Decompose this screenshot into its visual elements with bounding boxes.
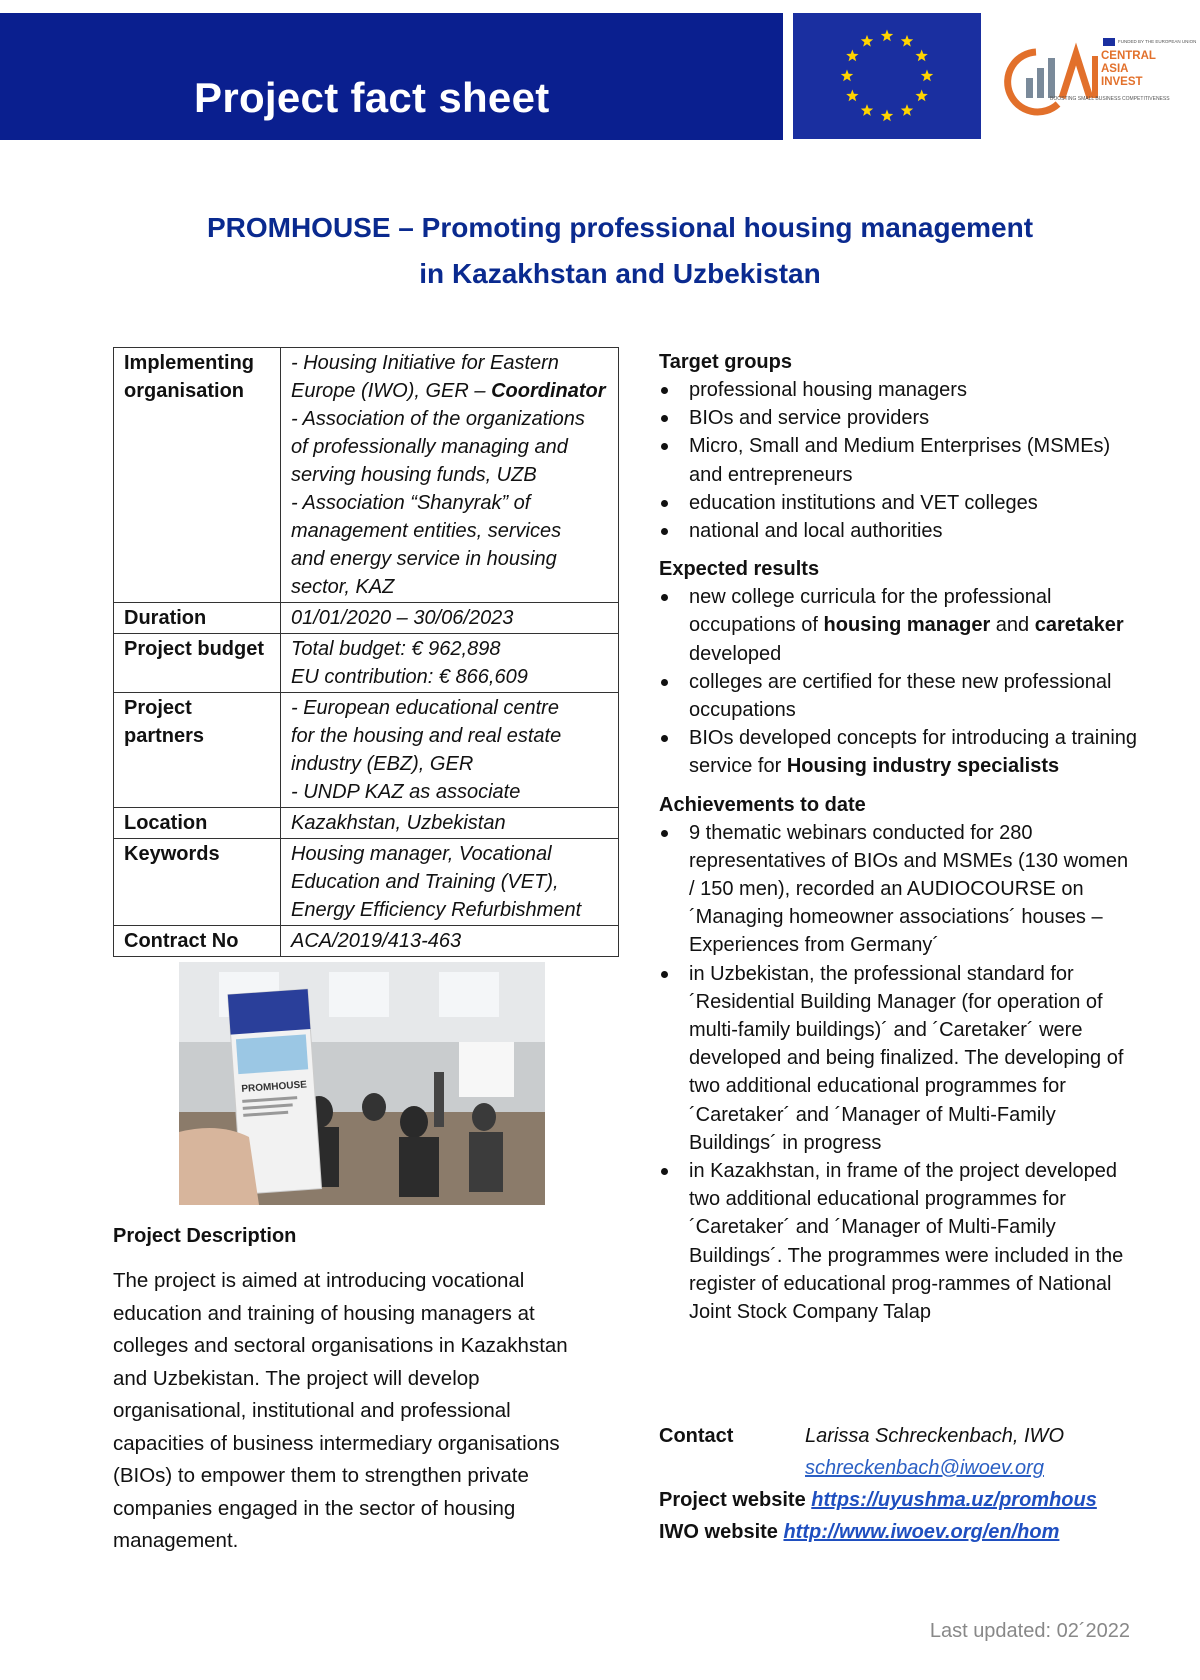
- table-row-location: [114, 808, 619, 839]
- list-item: BIOs and service providers: [659, 404, 1139, 432]
- list-item: in Uzbekistan, the professional standard for ´Residential Building Manager (for operation of multi-family buildings)´ and ´Caretaker´ were developed and being finalized. The developing of two additional educational programmes for ´Caretaker´ and ´Manager of Multi-Family Buildings´ in progress: [659, 960, 1139, 1157]
- implementing-label: Implementing organisation: [114, 348, 281, 603]
- contact-label: Contact: [659, 1425, 734, 1447]
- project-description-body: The project is aimed at introducing vocational education and training of housing managers at colleges and sectoral organisations in Kazakhstan and Uzbekistan. The project will develop organisational, institutional and professional capacities of business intermediary organisations (BIOs) to empower them to strengthen private companies engaged in the sector of housing management.: [113, 1269, 568, 1552]
- budget-label: Project budget: [114, 634, 281, 693]
- table-row-budget: [114, 634, 619, 693]
- table-row-duration: [114, 603, 619, 634]
- project-website-row: [659, 1484, 1097, 1516]
- contact-email-link[interactable]: schreckenbach@iwoev.org: [805, 1457, 1044, 1479]
- project-photo: [179, 962, 545, 1205]
- contract-label: Contract No: [114, 926, 281, 957]
- list-item: 9 thematic webinars conducted for 280 representatives of BIOs and MSMEs (130 women / 150 men), recorded an AUDIOCOURSE on ´Managing homeowner associations´ houses – Experiences from Germany´: [659, 819, 1139, 960]
- project-website-label: Project website: [659, 1489, 806, 1511]
- keywords-value: Housing manager, Vocational Education and Training (VET), Energy Efficiency Refurbishment: [281, 839, 619, 926]
- project-website-link[interactable]: https://uyushma.uz/promhous: [811, 1489, 1097, 1511]
- list-item: professional housing managers: [659, 376, 1139, 404]
- target-groups-heading: Target groups: [659, 351, 792, 373]
- project-facts-table: [113, 347, 619, 957]
- cai-logo-word-1: CENTRAL: [1101, 50, 1156, 62]
- eu-flag-icon: [793, 13, 981, 139]
- contact-block: [659, 1420, 1159, 1543]
- partners-label: Project partners: [114, 693, 281, 808]
- expected-results-heading: Expected results: [659, 558, 820, 581]
- right-column: [659, 348, 1139, 1326]
- list-item: colleges are certified for these new professional occupations: [659, 668, 1139, 724]
- duration-value: 01/01/2020 – 30/06/2023: [281, 603, 619, 634]
- list-item: Micro, Small and Medium Enterprises (MSMEs) and entrepreneurs: [659, 432, 1139, 488]
- page-header-title: Project fact sheet: [194, 74, 550, 121]
- table-row-implementing: [114, 348, 619, 603]
- cai-funded-by: FUNDED BY THE EUROPEAN UNION: [1118, 39, 1197, 44]
- contract-value: ACA/2019/413-463: [281, 926, 619, 957]
- location-label: Location: [114, 808, 281, 839]
- target-groups-list: [659, 376, 1139, 545]
- contact-name: Larissa Schreckenbach, IWO: [805, 1425, 1064, 1447]
- location-value: Kazakhstan, Uzbekistan: [281, 808, 619, 839]
- table-row-keywords: [114, 839, 619, 926]
- cai-logo-word-2: ASIA: [1101, 63, 1129, 75]
- implementing-value: - Housing Initiative for Eastern Europe (IWO), GER – Coordinator - Association of the organizations of professionally managing and serving housing funds, UZB - Association “Shanyrak” of management entities, services and energy service in housing sector, KAZ: [281, 348, 619, 603]
- iwo-website-label: IWO website: [659, 1521, 778, 1543]
- list-item: national and local authorities: [659, 517, 1139, 545]
- project-title-line-2: in Kazakhstan and Uzbekistan: [419, 258, 821, 289]
- achievements-list: [659, 819, 1139, 1327]
- cai-logo-word-3: INVEST: [1101, 76, 1143, 88]
- project-title-line-1: PROMHOUSE – Promoting professional housing management: [206, 212, 1034, 243]
- iwo-website-row: [659, 1516, 1059, 1548]
- keywords-label: Keywords: [114, 839, 281, 926]
- cai-tagline: BOOSTING SMALL BUSINESS COMPETITIVENESS: [1050, 96, 1170, 102]
- achievements-heading: Achievements to date: [659, 793, 866, 816]
- list-item: new college curricula for the professional occupations of housing manager and caretaker developed: [659, 583, 1139, 668]
- duration-label: Duration: [114, 603, 281, 634]
- table-row-contract: [114, 926, 619, 957]
- expected-results-list: [659, 583, 1139, 780]
- list-item: in Kazakhstan, in frame of the project developed two additional educational programmes for ´Caretaker´ and ´Manager of Multi-Family Buildings´. The programmes were included in the register of educational prog-rammes of National Joint Stock Company Talap: [659, 1157, 1139, 1326]
- project-description-heading: Project Description: [113, 1225, 297, 1247]
- list-item: BIOs developed concepts for introducing a training service for Housing industry specialists: [659, 724, 1139, 780]
- last-updated: Last updated: 02´2022: [929, 1620, 1130, 1642]
- table-row-partners: [114, 693, 619, 808]
- budget-value: Total budget: € 962,898 EU contribution: € 866,609: [281, 634, 619, 693]
- leaflet-title: PROMHOUSE: [241, 1079, 308, 1095]
- iwo-website-link[interactable]: http://www.iwoev.org/en/hom: [783, 1521, 1060, 1543]
- list-item: education institutions and VET colleges: [659, 489, 1139, 517]
- partners-value: - European educational centre for the housing and real estate industry (EBZ), GER - UNDP KAZ as associate: [281, 693, 619, 808]
- cai-logo-text: [1101, 50, 1156, 89]
